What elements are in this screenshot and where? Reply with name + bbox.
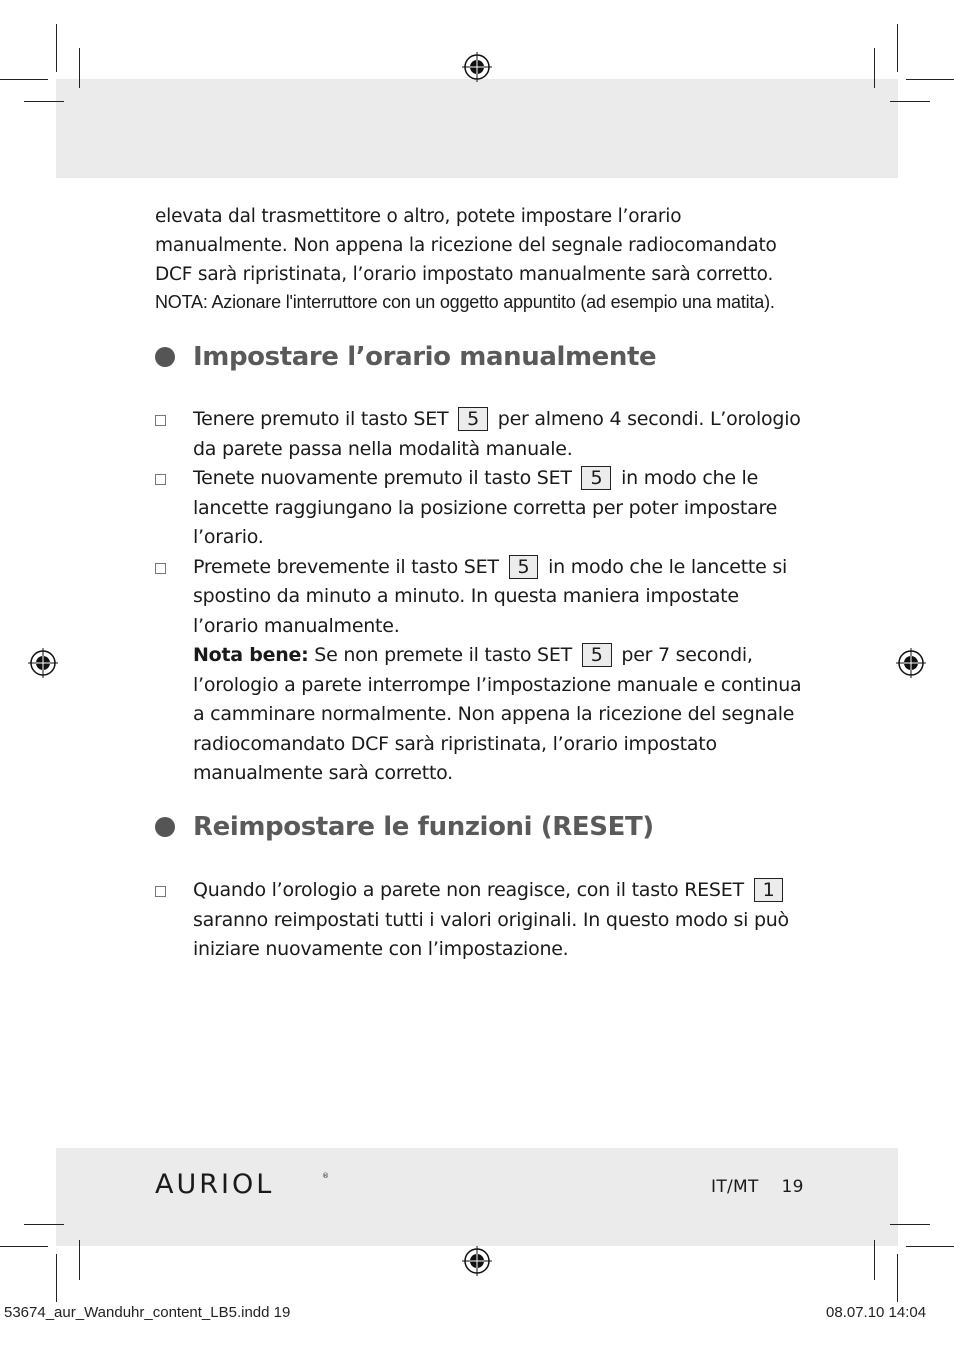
print-datetime: 08.07.10 14:04 — [826, 1304, 927, 1321]
reset-steps-list — [155, 876, 805, 965]
checkbox-square-icon — [155, 474, 166, 485]
page-number: 19 — [781, 1177, 804, 1197]
list-item: Tenere premuto il tasto SET 5 per almeno 4 secondi. L’orologio da parete passa nella modalità manuale. — [155, 405, 805, 464]
key-label: 5 — [458, 407, 488, 431]
bullet-dot-icon — [155, 347, 175, 367]
header-band — [56, 79, 898, 178]
key-label: 5 — [582, 643, 612, 667]
key-label: 5 — [581, 466, 611, 490]
section-heading-manual — [155, 342, 656, 372]
language-code: IT/MT — [711, 1177, 759, 1197]
file-slug: 53674_aur_Wanduhr_content_LB5.indd 19 — [4, 1304, 291, 1321]
note-label: Nota bene: — [193, 644, 309, 666]
section-heading-reset — [155, 812, 654, 842]
registration-mark-icon — [28, 648, 58, 678]
note-paragraph: Nota bene: Se non premete il tasto SET 5 per 7 secondi, l’orologio a parete interrompe l’impostazione manuale e continua a camminare normalmente. Non appena la ricezione del segnale radiocomandato DCF sarà ripristinata, l’orario impostato manualmente sarà corretto. — [193, 644, 802, 784]
list-item: Premete brevemente il tasto SET 5 in modo che le lancette si spostino da minuto a minuto. In questa maniera impostate l’orario manualmente. — [155, 553, 805, 642]
checkbox-square-icon — [155, 415, 166, 426]
registration-mark-icon — [462, 1246, 492, 1276]
checkbox-square-icon — [155, 886, 166, 897]
checkbox-square-icon — [155, 563, 166, 574]
intro-paragraph: elevata dal trasmettitore o altro, potete impostare l’orario manualmente. Non appena la ricezione del segnale radiocomandato DCF sarà ripristinata, l’orario impostato manualmente sarà corretto. — [155, 206, 777, 285]
key-label: 1 — [754, 878, 784, 902]
registration-mark-icon — [462, 52, 492, 82]
section-title: Impostare l’orario manualmente — [193, 342, 657, 372]
registered-mark: ® — [322, 1172, 329, 1180]
intro-nota: NOTA: Azionare l'interruttore con un oggetto appuntito (ad esempio una matita). — [155, 292, 775, 312]
bullet-dot-icon — [155, 817, 175, 837]
section-title: Reimpostare le funzioni (RESET) — [193, 812, 654, 842]
registration-mark-icon — [896, 648, 926, 678]
auriol-logo — [155, 1168, 330, 1198]
intro-block — [155, 202, 805, 315]
list-item: Tenete nuovamente premuto il tasto SET 5 in modo che le lancette raggiungano la posizione corretta per poter impostare l’orario. — [155, 464, 805, 553]
key-label: 5 — [509, 555, 539, 579]
page-info — [711, 1177, 804, 1197]
logo-text: AURIOL — [155, 1169, 275, 1198]
manual-steps-list — [155, 405, 805, 789]
list-item: Quando l’orologio a parete non reagisce, con il tasto RESET 1 saranno reimpostati tutti i valori originali. In questo modo si può iniziare nuovamente con l’impostazione. — [155, 876, 805, 965]
